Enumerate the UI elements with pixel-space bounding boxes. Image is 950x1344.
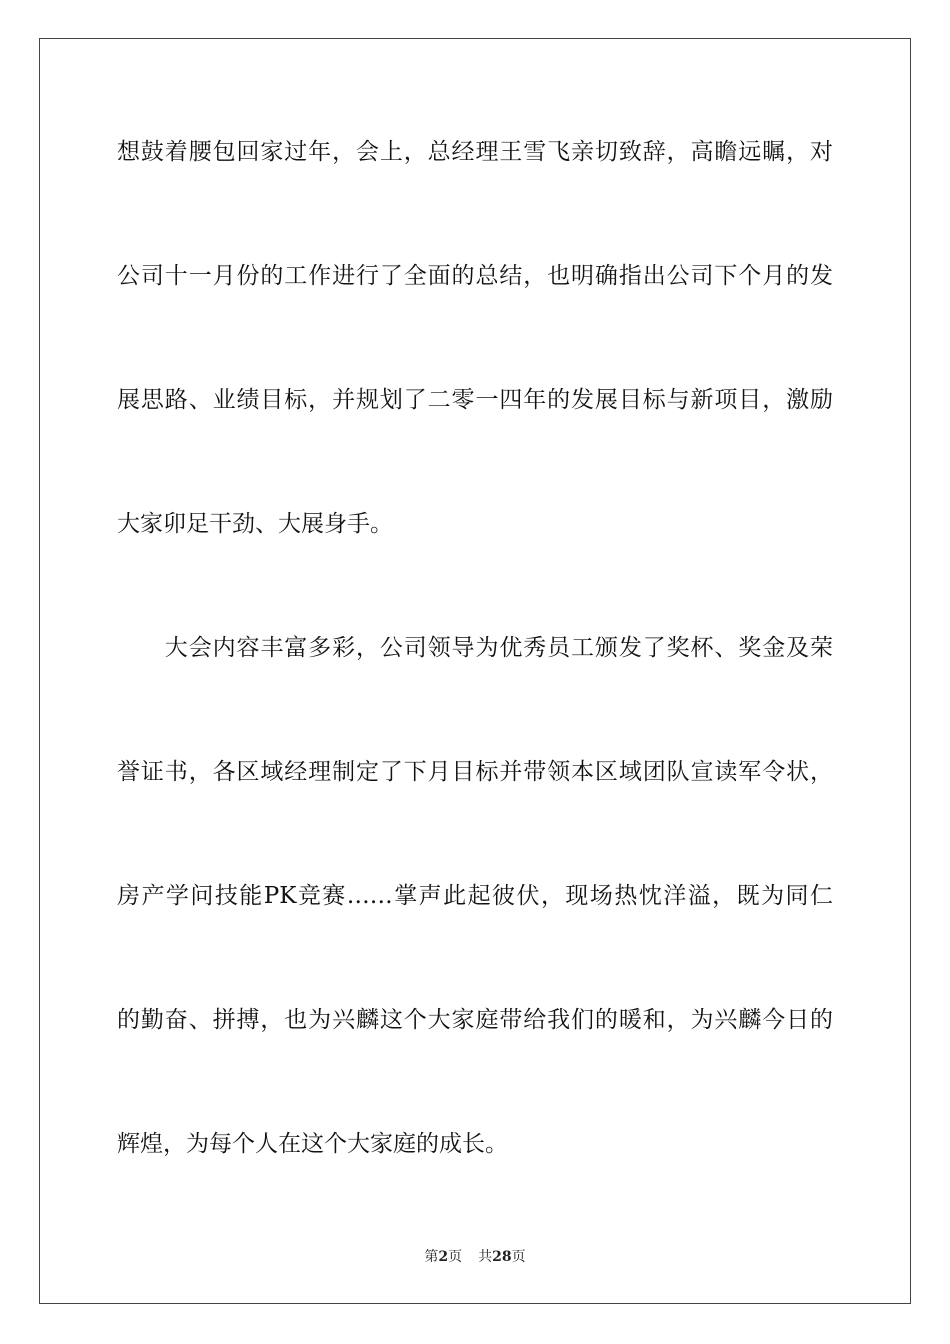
page-border — [39, 38, 911, 1304]
text-line: 展思路、业绩目标，并规划了二零一四年的发展目标与新项目，激励 — [117, 387, 833, 413]
page-prefix: 第 — [424, 1249, 439, 1265]
page-suffix: 页 — [448, 1249, 463, 1265]
text-line: 公司十一月份的工作进行了全面的总结，也明确指出公司下个月的发 — [117, 263, 833, 289]
text-line: 辉煌，为每个人在这个大家庭的成长。 — [117, 1131, 508, 1157]
text-line: 誉证书，各区域经理制定了下月目标并带领本区域团队宣读军令状， — [117, 759, 833, 785]
page-footer — [0, 1247, 950, 1267]
total-prefix: 共 — [478, 1249, 493, 1265]
total-pages: 28 — [492, 1249, 512, 1265]
text-line: 大会内容丰富多彩，公司领导为优秀员工颁发了奖杯、奖金及荣 — [117, 635, 833, 661]
text-line: 想鼓着腰包回家过年，会上，总经理王雪飞亲切致辞，高瞻远瞩，对 — [117, 139, 833, 165]
page-number: 2 — [438, 1249, 449, 1265]
text-line: 大家卯足干劲、大展身手。 — [117, 511, 393, 537]
text-line: 的勤奋、拼搏，也为兴麟这个大家庭带给我们的暖和，为兴麟今日的 — [117, 1007, 833, 1033]
total-suffix: 页 — [511, 1249, 526, 1265]
text-line: 房产学问技能PK竞赛……掌声此起彼伏，现场热忱洋溢，既为同仁 — [117, 883, 833, 909]
